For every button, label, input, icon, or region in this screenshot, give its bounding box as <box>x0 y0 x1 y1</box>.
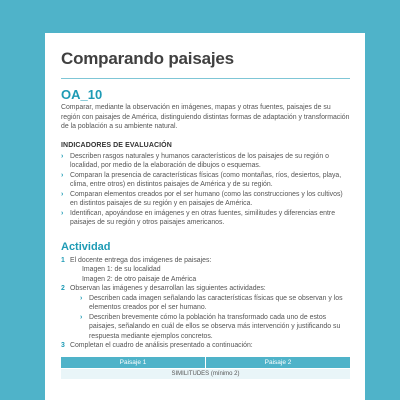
step-number: 3 <box>61 342 65 349</box>
indicator-item <box>61 152 350 171</box>
column-header: Paisaje 2 <box>206 357 350 368</box>
sub-item-text: Describen brevemente cómo la población ha transformado cada uno de estos paisajes, señalando en cuál de ellos se observa más intervención y justificando su respuesta mediante ejemplos concretos. <box>89 313 341 340</box>
sub-item <box>80 294 350 313</box>
indicator-text: Comparan la presencia de características físicas (como montañas, ríos, desiertos, playa, clima, entre otros) en distintos paisajes de América y de su región. <box>70 171 342 188</box>
title-divider <box>61 78 350 79</box>
sub-item <box>80 313 350 342</box>
step-item <box>61 341 350 351</box>
chevron-right-icon: › <box>61 171 64 179</box>
analysis-table <box>61 357 350 389</box>
indicator-text: Describen rasgos naturales y humanos característicos de los paisajes de su región o localidad, por medio de la elaboración de dibujos o esquemas. <box>70 152 329 169</box>
table-blank-cell[interactable] <box>61 379 350 389</box>
step-item <box>61 256 350 285</box>
indicators-heading: INDICADORES DE EVALUACIÓN <box>61 141 172 149</box>
column-header: Paisaje 1 <box>61 357 206 368</box>
indicator-item <box>61 209 350 228</box>
worksheet-page <box>45 33 365 400</box>
indicator-item <box>61 190 350 209</box>
sub-item-text: Describen cada imagen señalando las características físicas que se observan y los elementos creados por el ser humano. <box>89 294 343 311</box>
objective-text: Comparar, mediante la observación en imágenes, mapas y otras fuentes, paisajes de su región con paisajes de América, distinguiendo distintas formas de adaptación y transformación de la población a su ambiente natural. <box>61 104 350 130</box>
step-sublist <box>70 294 350 342</box>
page-title: Comparando paisajes <box>61 49 234 68</box>
indicator-text: Identifican, apoyándose en imágenes y en otras fuentes, similitudes y diferencias entre paisajes de su región y otros paisajes americanos. <box>70 209 336 226</box>
indicator-item <box>61 171 350 190</box>
step-text: El docente entrega dos imágenes de paisajes: <box>70 256 212 264</box>
chevron-right-icon: › <box>61 152 64 160</box>
step-number: 2 <box>61 285 65 292</box>
chevron-right-icon: › <box>61 190 64 198</box>
step-subline: Imagen 2: de otro paisaje de América <box>82 275 197 283</box>
analysis-table-header <box>61 357 350 368</box>
activity-heading: Actividad <box>61 240 111 253</box>
chevron-right-icon: › <box>80 313 83 321</box>
chevron-right-icon: › <box>61 209 64 217</box>
indicator-text: Comparan elementos creados por el ser humano (como las construcciones y los cultivos) en distintos paisajes de su región y en paisajes de América. <box>70 190 343 207</box>
table-row: SIMILITUDES (mínimo 2) <box>61 368 350 379</box>
indicators-list <box>61 152 350 228</box>
step-text: Observan las imágenes y desarrollan las siguientes actividades: <box>70 285 266 292</box>
activity-steps <box>61 256 350 351</box>
chevron-right-icon: › <box>80 294 83 302</box>
step-item <box>61 284 350 341</box>
step-number: 1 <box>61 256 65 264</box>
step-text: Completan el cuadro de análisis presentado a continuación: <box>70 342 253 349</box>
objective-code: OA_10 <box>61 87 103 102</box>
step-subline: Imagen 1: de su localidad <box>82 266 161 273</box>
